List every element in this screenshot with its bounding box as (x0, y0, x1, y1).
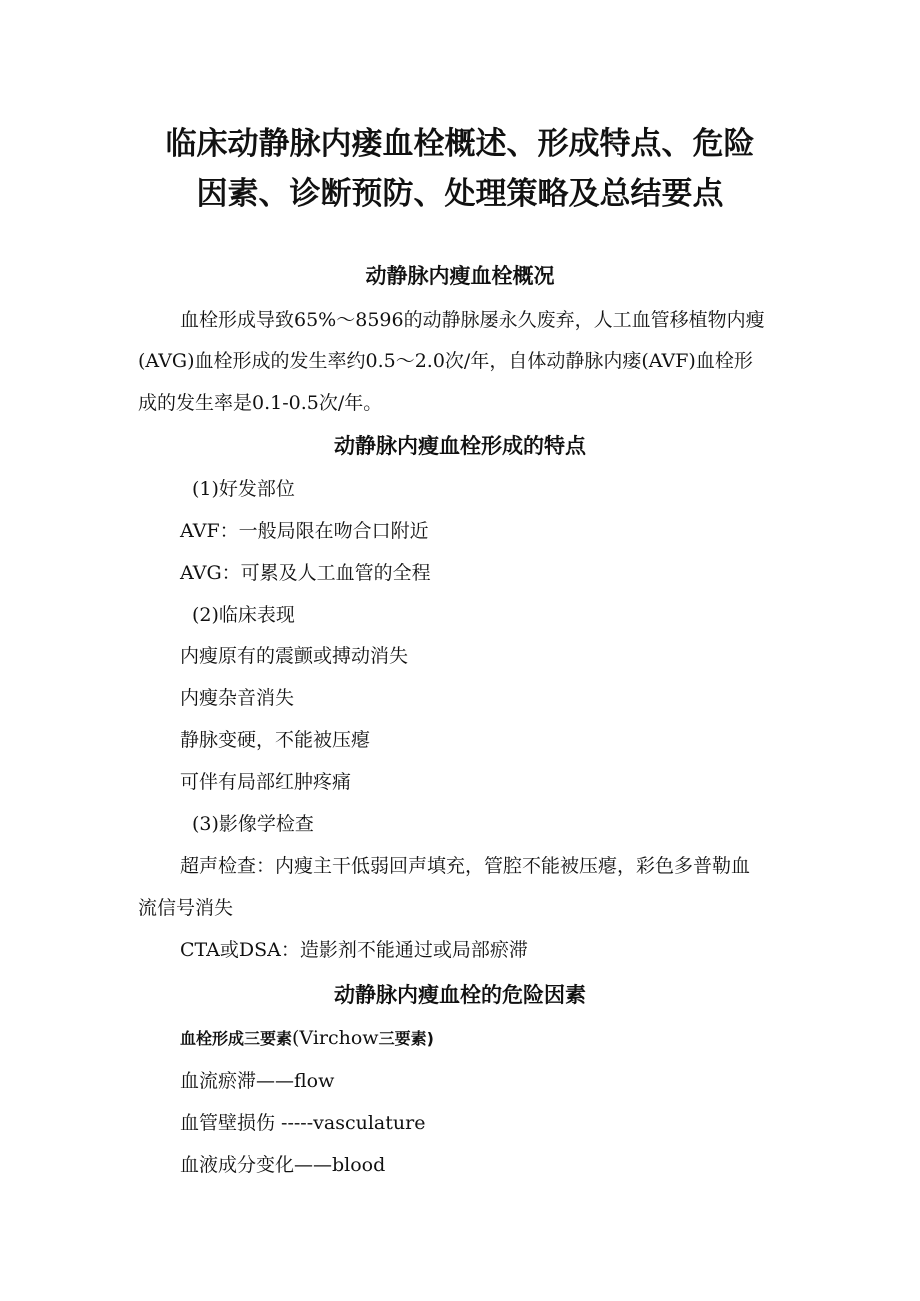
ultrasound-line-2: 流信号消失 (138, 897, 234, 919)
features-subheading-location: (1)好发部位 (192, 478, 295, 500)
overview-paragraph-line-2: (AVG)血栓形成的发生率约0.5～2.0次/年，自体动静脉内瘘(AVF)血栓形 (138, 350, 753, 372)
symptom-item-1: 内瘦原有的震颤或搏动消失 (180, 645, 409, 667)
ultrasound-line-1: 超声检查：内瘦主干低弱回声填充，管腔不能被压瘪，彩色多普勒血 (180, 855, 751, 877)
document-title-line-2: 因素、诊断预防、处理策略及总结要点 (196, 176, 724, 212)
risk-factor-vasculature: 血管壁损伤 -----vasculature (180, 1112, 426, 1134)
overview-paragraph-line-1: 血栓形成导致65%～8596的动静脉屡永久废弃，人工血管移植物内瘦 (180, 309, 765, 331)
virchow-triad-heading (180, 1026, 434, 1049)
features-subheading-imaging: (3)影像学检查 (192, 813, 314, 835)
virchow-label-c: 三要素) (378, 1029, 434, 1048)
features-avg-item: AVG：可累及人工血管的全程 (180, 562, 431, 584)
virchow-label-a: 血栓形成三要素 (180, 1029, 293, 1048)
risk-factor-flow: 血流瘀滞——flow (180, 1070, 335, 1092)
symptom-item-2: 内瘦杂音消失 (180, 687, 295, 709)
overview-paragraph-line-3: 成的发生率是0.1-0.5次/年。 (138, 392, 383, 414)
features-subheading-clinical: (2)临床表现 (192, 604, 295, 626)
symptom-item-4: 可伴有局部红肿疼痛 (180, 771, 352, 793)
overview-heading: 动静脉内瘦血栓概况 (365, 264, 555, 288)
risk-factor-blood: 血液成分变化——blood (180, 1154, 386, 1176)
risk-heading: 动静脉内瘦血栓的危险因素 (334, 983, 586, 1007)
document-title-line-1: 临床动静脉内瘘血栓概述、形成特点、危险 (165, 126, 755, 162)
symptom-item-3: 静脉变硬，不能被压瘪 (180, 729, 371, 751)
features-heading: 动静脉内瘦血栓形成的特点 (334, 434, 586, 458)
cta-dsa-item: CTA或DSA：造影剂不能通过或局部瘀滞 (180, 939, 528, 961)
features-avf-item: AVF：一般局限在吻合口附近 (180, 520, 429, 542)
virchow-label-b: (Virchow (292, 1027, 379, 1049)
